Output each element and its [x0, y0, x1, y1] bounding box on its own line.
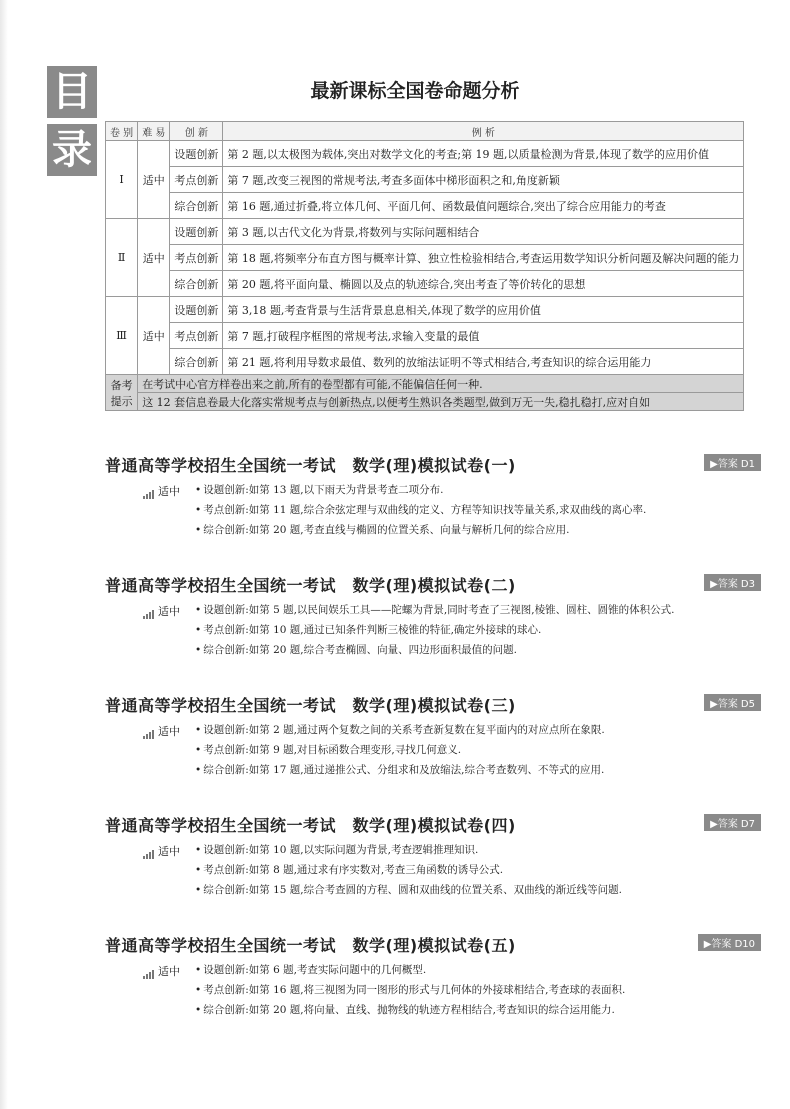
innovation-type-cell: 考点创新 [170, 245, 223, 271]
bullet-icon: • [195, 484, 202, 496]
list-item: • 设题创新:如第 5 题,以民间娱乐工具——陀螺为背景,同时考查了三视图,棱锥、圆柱、圆锥的体积公式. [195, 604, 675, 616]
example-cell: 第 7 题,改变三视图的常规考法,考查多面体中梯形面积之和,角度新颖 [223, 167, 744, 193]
prep-note-line: 这 12 套信息卷最大化落实常规考点与创新热点,以便考生熟识各类题型,做到万无一失,稳扎稳打,应对自如 [138, 393, 744, 411]
page-title: 最新课标全国卷命题分析 [310, 80, 520, 102]
paper-title: 普通高等学校招生全国统一考试 数学(理)模拟试卷(四) [105, 816, 516, 835]
bullet-icon: • [195, 504, 202, 516]
paper-title: 普通高等学校招生全国统一考试 数学(理)模拟试卷(五) [105, 936, 516, 955]
table-row [106, 349, 744, 375]
table-row [106, 219, 744, 245]
list-item: • 考点创新:如第 8 题,通过求有序实数对,考查三角函数的诱导公式. [195, 864, 504, 876]
header-example: 例 析 [223, 122, 744, 141]
prep-note-label [106, 375, 138, 411]
difficulty-text: 适中 [158, 845, 180, 858]
header-innovation: 创 新 [170, 122, 223, 141]
bullet-icon: • [195, 884, 202, 896]
example-cell: 第 20 题,将平面向量、椭圆以及点的轨迹综合,突出考查了等价转化的思想 [223, 271, 744, 297]
innovation-type-cell: 综合创新 [170, 193, 223, 219]
difficulty-text: 适中 [158, 605, 180, 618]
table-row [106, 271, 744, 297]
list-item: • 设题创新:如第 10 题,以实际问题为背景,考查逻辑推理知识. [195, 844, 479, 856]
bullet-icon: • [195, 844, 202, 856]
page-edge-shadow [0, 0, 8, 1109]
example-cell: 第 2 题,以太极图为载体,突出对数学文化的考查;第 19 题,以质量检测为背景,体现了数学的应用价值 [223, 141, 744, 167]
bullet-icon: • [195, 524, 202, 536]
bullet-icon: • [195, 964, 202, 976]
bullet-icon: • [195, 764, 202, 776]
paper-title: 普通高等学校招生全国统一考试 数学(理)模拟试卷(二) [105, 576, 516, 595]
bullet-icon: • [195, 864, 202, 876]
prep-note-label-line: 提示 [110, 394, 133, 408]
volume-cell: Ⅰ [106, 141, 138, 219]
prep-note-row [106, 375, 744, 393]
innovation-type-cell: 综合创新 [170, 349, 223, 375]
list-item: • 综合创新:如第 20 题,将向量、直线、抛物线的轨迹方程相结合,考查知识的综合运用能力. [195, 1004, 615, 1016]
difficulty-level [143, 963, 180, 979]
difficulty-level [143, 723, 180, 739]
header-difficulty: 难 易 [138, 122, 170, 141]
header-volume: 卷 别 [106, 122, 138, 141]
innovation-type-cell: 设题创新 [170, 219, 223, 245]
bullet-icon: • [195, 624, 202, 636]
list-item: • 设题创新:如第 2 题,通过两个复数之间的关系考查新复数在复平面内的对应点所在象限. [195, 724, 605, 736]
innovation-list [195, 843, 622, 903]
table-row [106, 245, 744, 271]
example-cell: 第 3 题,以古代文化为背景,将数列与实际问题相结合 [223, 219, 744, 245]
difficulty-bars-icon [143, 726, 155, 739]
prep-note-line: 在考试中心官方样卷出来之前,所有的卷型都有可能,不能偏信任何一种. [138, 375, 744, 393]
innovation-list [195, 603, 674, 663]
difficulty-bars-icon [143, 846, 155, 859]
difficulty-cell: 适中 [138, 219, 170, 297]
example-cell: 第 18 题,将频率分布直方图与概率计算、独立性检验相结合,考查运用数学知识分析问题及解决问题的能力 [223, 245, 744, 271]
innovation-type-cell: 考点创新 [170, 167, 223, 193]
bullet-icon: • [195, 984, 202, 996]
difficulty-bars-icon [143, 606, 155, 619]
contents-badge-bottom: 录 [47, 124, 97, 176]
table-row [106, 323, 744, 349]
difficulty-cell: 适中 [138, 297, 170, 375]
difficulty-text: 适中 [158, 965, 180, 978]
table-header-row [106, 122, 744, 141]
bullet-icon: • [195, 644, 202, 656]
difficulty-level [143, 843, 180, 859]
list-item: • 综合创新:如第 17 题,通过递推公式、分组求和及放缩法,综合考查数列、不等式的应用. [195, 764, 605, 776]
difficulty-bars-icon [143, 966, 155, 979]
list-item: • 考点创新:如第 11 题,综合余弦定理与双曲线的定义、方程等知识找等量关系,求双曲线的离心率. [195, 504, 647, 516]
bullet-icon: • [195, 744, 202, 756]
example-cell: 第 7 题,打破程序框图的常规考法,求输入变量的最值 [223, 323, 744, 349]
example-cell: 第 3,18 题,考查背景与生活背景息息相关,体现了数学的应用价值 [223, 297, 744, 323]
innovation-type-cell: 综合创新 [170, 271, 223, 297]
difficulty-level [143, 483, 180, 499]
answer-page-tag[interactable]: ▶答案 D10 [698, 934, 761, 951]
paper-title: 普通高等学校招生全国统一考试 数学(理)模拟试卷(一) [105, 456, 516, 475]
prep-note-label-line: 备考 [110, 378, 133, 392]
bullet-icon: • [195, 724, 202, 736]
difficulty-text: 适中 [158, 485, 180, 498]
exam-analysis-table [105, 121, 744, 411]
list-item: • 设题创新:如第 6 题,考查实际问题中的几何概型. [195, 964, 427, 976]
innovation-type-cell: 考点创新 [170, 323, 223, 349]
innovation-list [195, 723, 605, 783]
innovation-list [195, 963, 625, 1023]
paper-title: 普通高等学校招生全国统一考试 数学(理)模拟试卷(三) [105, 696, 516, 715]
volume-cell: Ⅲ [106, 297, 138, 375]
answer-page-tag[interactable]: ▶答案 D5 [704, 694, 761, 711]
list-item: • 综合创新:如第 20 题,考查直线与椭圆的位置关系、向量与解析几何的综合应用. [195, 524, 570, 536]
difficulty-cell: 适中 [138, 141, 170, 219]
innovation-type-cell: 设题创新 [170, 141, 223, 167]
example-cell: 第 21 题,将利用导数求最值、数列的放缩法证明不等式相结合,考查知识的综合运用能力 [223, 349, 744, 375]
innovation-type-cell: 设题创新 [170, 297, 223, 323]
difficulty-text: 适中 [158, 725, 180, 738]
bullet-icon: • [195, 1004, 202, 1016]
list-item: • 设题创新:如第 13 题,以下雨天为背景考查二项分布. [195, 484, 444, 496]
contents-badge-top: 目 [47, 66, 97, 118]
list-item: • 综合创新:如第 15 题,综合考查圆的方程、圆和双曲线的位置关系、双曲线的渐近线等问题. [195, 884, 622, 896]
list-item: • 考点创新:如第 10 题,通过已知条件判断三棱锥的特征,确定外接球的球心. [195, 624, 542, 636]
table-row [106, 141, 744, 167]
difficulty-bars-icon [143, 486, 155, 499]
example-cell: 第 16 题,通过折叠,将立体几何、平面几何、函数最值问题综合,突出了综合应用能力的考查 [223, 193, 744, 219]
list-item: • 考点创新:如第 16 题,将三视图为同一图形的形式与几何体的外接球相结合,考查球的表面积. [195, 984, 626, 996]
table-row [106, 193, 744, 219]
prep-note-row [106, 393, 744, 411]
table-row [106, 297, 744, 323]
list-item: • 考点创新:如第 9 题,对目标函数合理变形,寻找几何意义. [195, 744, 462, 756]
innovation-list [195, 483, 646, 543]
answer-page-tag[interactable]: ▶答案 D3 [704, 574, 761, 591]
volume-cell: Ⅱ [106, 219, 138, 297]
table-row [106, 167, 744, 193]
answer-page-tag[interactable]: ▶答案 D7 [704, 814, 761, 831]
bullet-icon: • [195, 604, 202, 616]
answer-page-tag[interactable]: ▶答案 D1 [704, 454, 761, 471]
difficulty-level [143, 603, 180, 619]
list-item: • 综合创新:如第 20 题,综合考查椭圆、向量、四边形面积最值的问题. [195, 644, 517, 656]
